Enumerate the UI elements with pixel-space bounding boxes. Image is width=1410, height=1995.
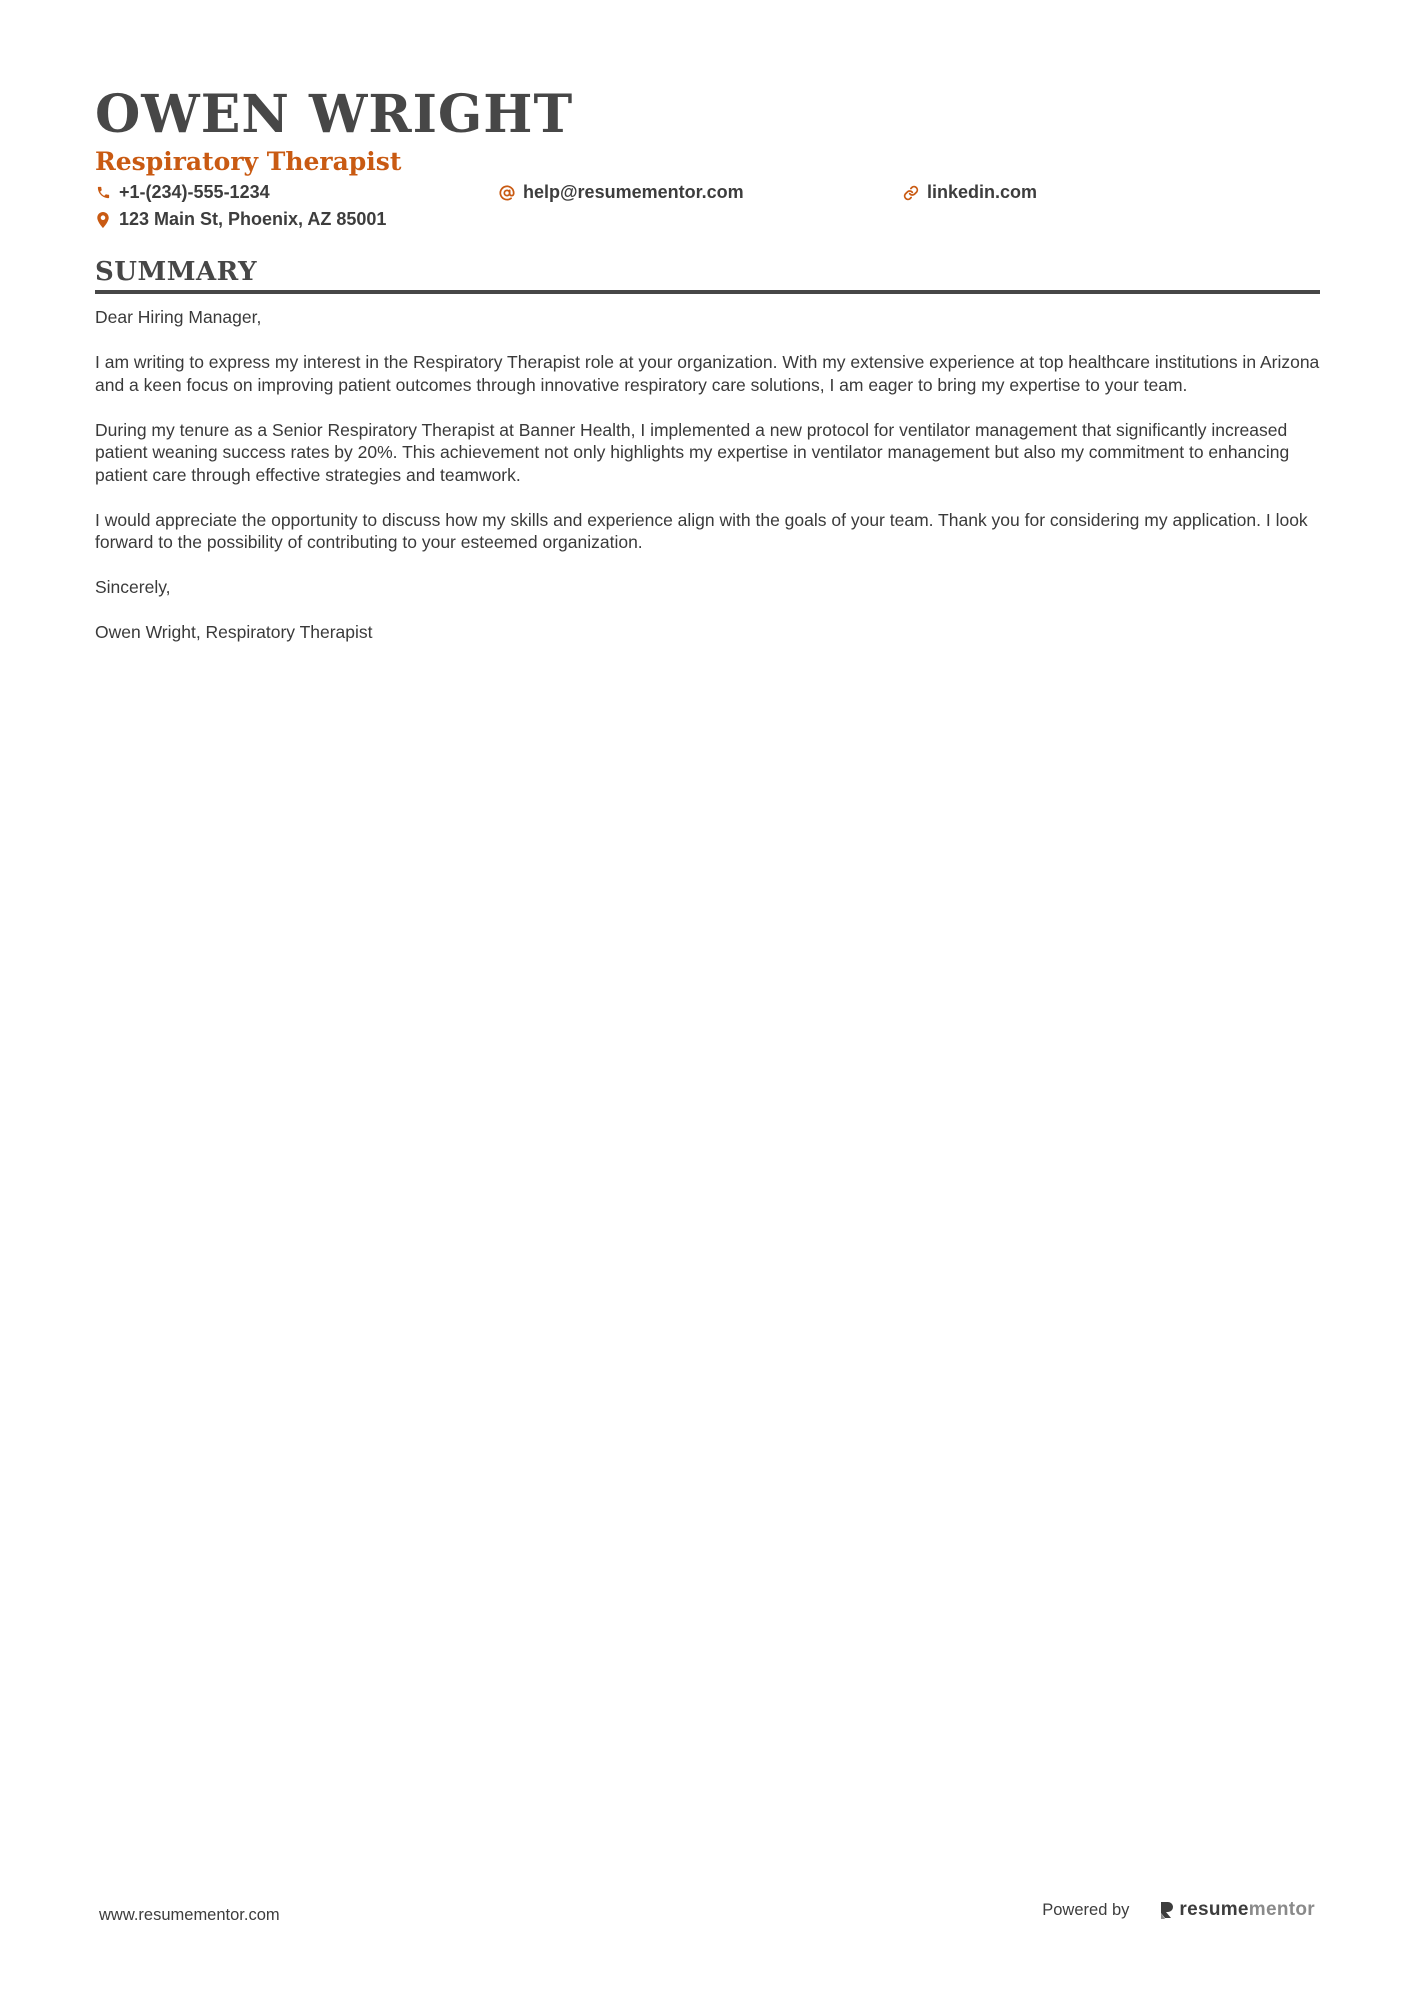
letter-paragraph: During my tenure as a Senior Respiratory Therapist at Banner Health, I implemented a new protocol for ventilator management that significantly increased patient weaning success rates by 20%. This achievement not only highlights my expertise in ventilator management but also my commitment to enhancing patient care through effective strategies and teamwork. (95, 419, 1290, 485)
brand-wordmark (1179, 1898, 1315, 1922)
brand-wordmark-light: mentor (1248, 1899, 1315, 1920)
section-divider (95, 290, 1320, 294)
email-text[interactable]: help@resumementor.com (523, 182, 744, 202)
salutation: Dear Hiring Manager, (95, 307, 262, 327)
letter-paragraph: I would appreciate the opportunity to discuss how my skills and experience align with the goals of your team. Thank you for considering my application. I look forward to the possibility of contributing to your esteemed organization. (95, 509, 1308, 552)
powered-by-label: Powered by (1042, 1901, 1130, 1919)
at-sign-icon (499, 185, 515, 201)
section-title: SUMMARY (95, 257, 258, 287)
brand-logo[interactable] (1159, 1898, 1315, 1922)
closing: Sincerely, (95, 577, 171, 597)
contact-phone (95, 180, 499, 205)
contact-address (95, 207, 499, 232)
address-text: 123 Main St, Phoenix, AZ 85001 (119, 209, 387, 229)
signature: Owen Wright, Respiratory Therapist (95, 622, 373, 642)
footer-website[interactable]: www.resumementor.com (99, 1906, 280, 1924)
phone-text: +1-(234)-555-1234 (119, 182, 270, 202)
footer-branding (1042, 1898, 1315, 1922)
contact-link[interactable] (903, 180, 1307, 205)
letter-paragraph: I am writing to express my interest in the Respiratory Therapist role at your organization. With my extensive experience at top healthcare institutions in Arizona and a keen focus on improving patient outcomes through innovative respiratory care solutions, I am eager to bring my expertise to your team. (95, 352, 1320, 395)
map-pin-icon (95, 212, 111, 228)
job-title: Respiratory Therapist (95, 147, 402, 176)
resumementor-logo-icon (1159, 1900, 1175, 1920)
letter-body (95, 306, 1320, 644)
applicant-name: OWEN WRIGHT (95, 84, 574, 145)
contact-info (95, 180, 1320, 232)
brand-wordmark-strong: resume (1179, 1899, 1249, 1920)
link-text[interactable]: linkedin.com (927, 182, 1038, 202)
link-icon (903, 185, 919, 201)
header (95, 84, 1320, 232)
contact-email[interactable] (499, 180, 903, 205)
summary-section (95, 256, 1320, 666)
phone-icon (95, 185, 111, 201)
